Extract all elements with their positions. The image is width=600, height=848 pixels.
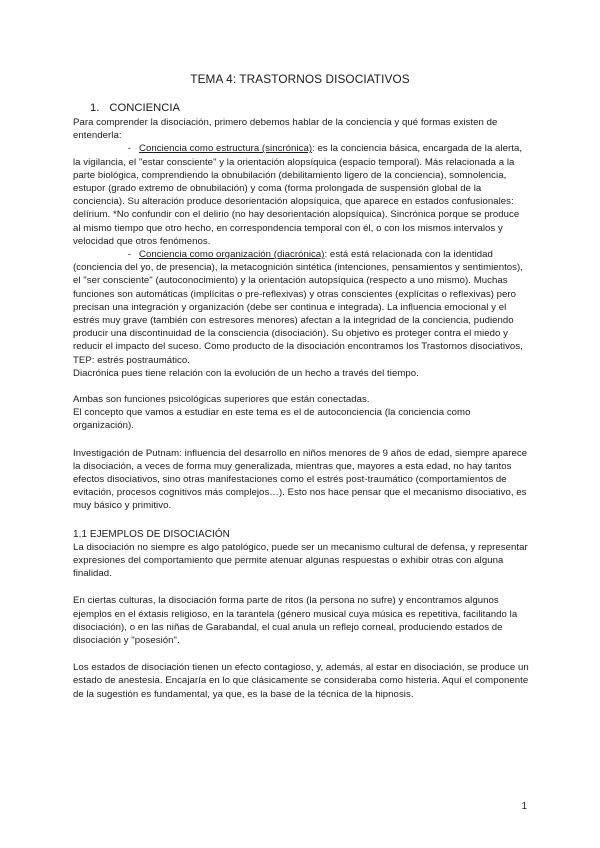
subsection-heading-ejemplos: 1.1 EJEMPLOS DE DISOCIACIÓN — [73, 528, 230, 540]
bullet-dash: - — [127, 143, 131, 155]
section-number: 1. — [90, 102, 100, 114]
document-body — [73, 101, 529, 701]
paragraph-ambas: Ambas son funciones psicológicas superiores que están conectadas. — [73, 394, 370, 406]
list-item-estructura — [73, 142, 529, 248]
paragraph-putnam: Investigación de Putnam: influencia del desarrollo en niños menores de 9 años de edad, siempre aparece la disociación, a veces de forma muy generalizada, mientras que, mayores a esta edad, no hay tantos efectos disociativos, sino otras manifestaciones como el estrés post-traumático (comportamientos de evitación, procesos cognitivos más complejos…). Esto nos hace pensar que el mecanismo disociativo, es muy básico y primitivo. — [73, 447, 528, 512]
paragraph-concepto: El concepto que vamos a estudiar en este tema es el de autoconciencia (la conciencia como organización). — [73, 407, 471, 432]
paragraph-ejemplos-1: La disociación no siempre es algo patológico, puede ser un mecanismo cultural de defensa, y representar expresiones del comportamiento que permite atenuar algunas respuestas o exhibir otras con alguna finalidad. — [73, 541, 528, 580]
section-heading-conciencia — [90, 101, 529, 115]
paragraph-ejemplos-2: En ciertas culturas, la disociación forma parte de ritos (la persona no sufre) y encontramos algunos ejemplos en el éxtasis religioso, en la tarantela (género musical cuya música es repetitiva, facilitando la disociación), o en las niñas de Garabandal, el cual anula un reflejo corneal, produciendo estados de disociación y "posesión". — [73, 595, 518, 646]
item-text: : es la conciencia básica, encargada de la alerta, la vigilancia, el "estar consciente" y la orientación alopsíquica (espacio temporal). Más relacionada a la parte biológica, comprendiendo la obnubilación (debilitamiento ligero de la conciencia), somnolencia, estupor (grado extremo de obnubilación) y coma (forma prolongada de suspensión global de la conciencia). Su alteración produce desorientación alopsíquica, que aparece en estados confusionales: delírium. *No confundir con el delirio (no hay desorientación alopsíquica). Sincrónica porque se produce al mismo tiempo que otro hecho, en correspondencia temporal con él, o con los mismos intervalos y velocidad que otros fenómenos. — [73, 143, 523, 247]
item-text: : está está relacionada con la identidad (conciencia del yo, de presencia), la metacognición sintética (intenciones, pensamientos y sentimientos), el "ser consciente" (autoconocimiento) y la orientación autopsíquica (respecto a uno mismo). Muchas funciones son automáticas (implícitas o pre-reflexivas) y otras conscientes (explícitas o reflexivas) pero precisan una integración y organización (debe ser continua e integrada). La influencia emocional y el estrés muy grave (también con estresores menores) afectan a la integridad de la conciencia, pudiendo producir una discontinuidad de la consciencia (disociación). Su objetivo es proteger contra el miedo y reducir el impacto del suceso. Como producto de la disociación encontramos los Trastornos disociativos, TEP: estrés postraumático. — [73, 249, 523, 366]
term-organizacion: Conciencia como organización (diacrónica) — [139, 249, 325, 261]
document-title: TEMA 4: TRASTORNOS DISOCIATIVOS — [190, 72, 410, 86]
term-estructura: Conciencia como estructura (sincrónica) — [139, 143, 313, 155]
paragraph-ejemplos-3: Los estados de disociación tienen un efecto contagioso, y, además, al estar en disociación, se produce un estado de anestesia. Encajaría en lo que clásicamente se consideraba como histeria. Aquí el componente de la sugestión es fundamental, ya que, es la base de la técnica de la hipnosis. — [73, 662, 529, 700]
bullet-dash: - — [127, 249, 131, 261]
diachronic-note: Diacrónica pues tiene relación con la evolución de un hecho a través del tiempo. — [73, 367, 419, 379]
page-number: 1 — [521, 801, 527, 812]
section-title: CONCIENCIA — [109, 102, 181, 114]
list-item-organizacion — [73, 248, 529, 367]
intro-paragraph: Para comprender la disociación, primero debemos hablar de la conciencia y qué formas existen de entenderla: — [73, 117, 498, 142]
